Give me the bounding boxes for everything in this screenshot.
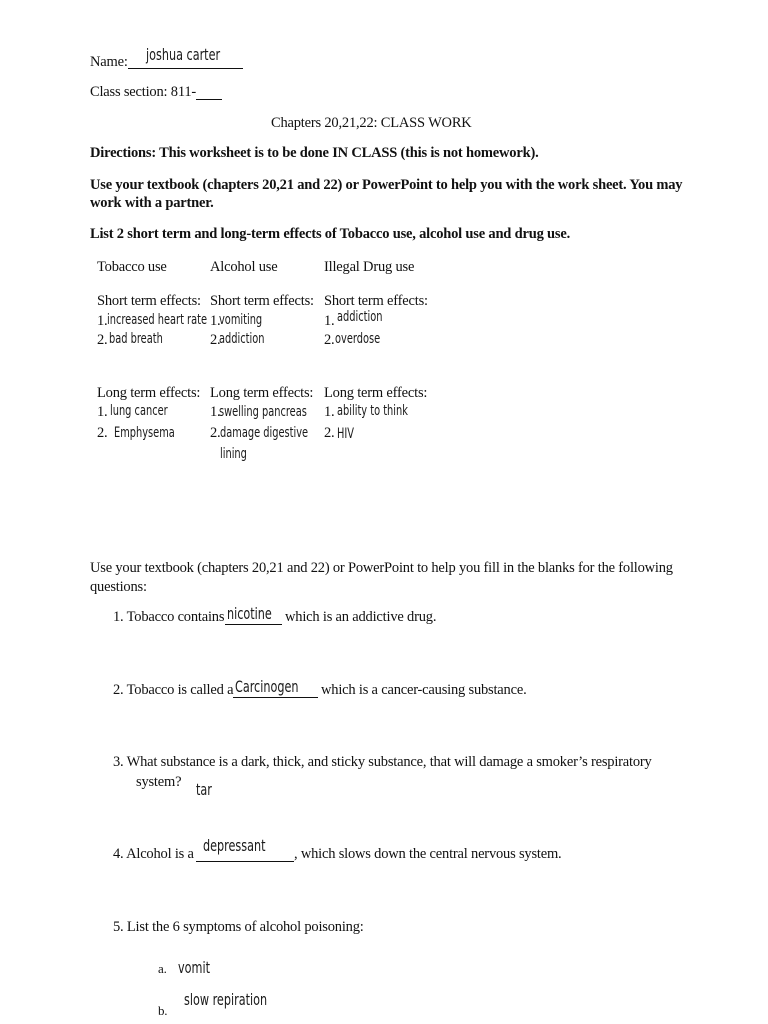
drug-short-1-num: 1. [324,313,335,329]
drug-long-2-num: 2. [324,425,335,441]
tobacco-long-2-num: 2. [97,425,108,441]
q1-suffix: which is an addictive drug. [285,609,437,625]
drug-long-1-answer: ability to think [337,403,408,419]
alcohol-long-label: Long term effects: [210,385,314,401]
column-header-drug: Illegal Drug use [324,259,415,275]
q5-text: 5. List the 6 symptoms of alcohol poisoning: [113,919,364,935]
alcohol-short-label: Short term effects: [210,293,314,309]
directions-text: Directions: This worksheet is to be done IN CLASS (this is not homework). [90,145,539,161]
q4-answer: depressant [203,836,266,855]
q1-prefix: 1. Tobacco contains [113,609,225,625]
q4-suffix: , which slows down the central nervous system. [294,846,562,862]
name-label: Name: [90,54,128,70]
tobacco-short-label: Short term effects: [97,293,201,309]
column-header-alcohol: Alcohol use [210,259,278,275]
alcohol-short-1-answer: vomiting [219,312,263,328]
drug-long-1-num: 1. [324,404,335,420]
name-value: joshua carter [146,45,221,64]
class-section-blank [196,85,222,100]
drug-long-2-answer: HIV [337,426,355,442]
alcohol-short-2-num: 2. [210,332,221,348]
q5-item-b-letter: b. [158,1003,168,1018]
tobacco-long-label: Long term effects: [97,385,201,401]
alcohol-long-1-num: 1. [210,404,221,420]
q5-item-b-answer: slow repiration [184,990,268,1009]
q3-answer: tar [196,780,212,799]
tobacco-short-2-answer: bad breath [109,331,163,347]
alcohol-long-2-answer: damage digestive [220,425,309,441]
q2-prefix: 2. Tobacco is called a [113,682,234,698]
q2-suffix: which is a cancer-causing substance. [321,682,527,698]
tobacco-long-1-num: 1. [97,404,108,420]
drug-short-label: Short term effects: [324,293,428,309]
list-effects-instruction: List 2 short term and long-term effects of Tobacco use, alcohol use and drug use. [90,226,571,242]
tobacco-long-2-answer: Emphysema [114,425,175,441]
fill-blanks-intro-1: Use your textbook (chapters 20,21 and 22) or PowerPoint to help you fill in the blanks for the following [90,560,673,576]
alcohol-short-1-num: 1. [210,313,221,329]
alcohol-long-1-answer: swelling pancreas [219,404,307,420]
page-title: Chapters 20,21,22: CLASS WORK [271,115,472,131]
q3-line-2: system? [136,774,182,790]
alcohol-short-2-answer: addiction [219,331,265,347]
q5-item-a-letter: a. [158,961,167,976]
q1-answer: nicotine [227,604,272,623]
fill-blanks-intro-2: questions: [90,579,147,595]
q4-prefix: 4. Alcohol is a [113,846,194,862]
tobacco-short-1-answer: increased heart rate [107,312,207,328]
tobacco-short-2-num: 2. [97,332,108,348]
tobacco-short-1-num: 1. [97,313,108,329]
q3-line-1: 3. What substance is a dark, thick, and sticky substance, that will damage a smoker’s respiratory [113,754,652,770]
q2-answer: Carcinogen [235,677,299,696]
class-section-label: Class section: 811- [90,84,197,100]
alcohol-long-2-answer-cont: lining [220,446,247,462]
alcohol-long-2-num: 2. [210,425,221,441]
drug-short-2-num: 2. [324,332,335,348]
drug-long-label: Long term effects: [324,385,428,401]
drug-short-2-answer: overdose [335,331,381,347]
use-textbook-line-1: Use your textbook (chapters 20,21 and 22) or PowerPoint to help you with the work sheet. You may [90,177,683,193]
tobacco-long-1-answer: lung cancer [110,403,168,419]
drug-short-1-answer: addiction [337,309,383,325]
use-textbook-line-2: work with a partner. [90,195,214,211]
q5-item-a-answer: vomit [178,958,210,977]
column-header-tobacco: Tobacco use [97,259,167,275]
